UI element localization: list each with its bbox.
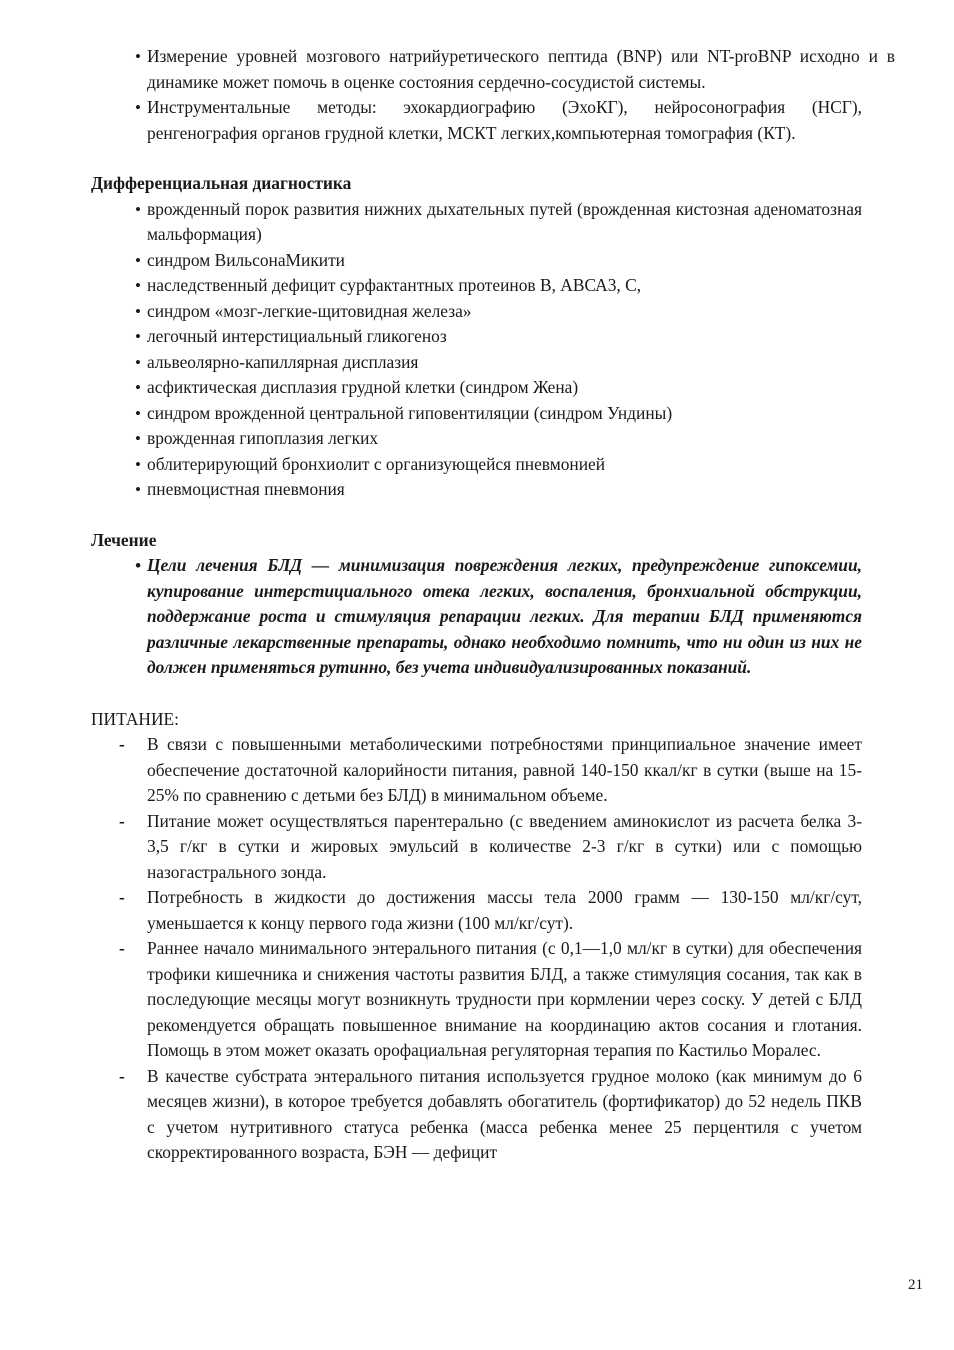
section-heading-differential: Дифференциальная диагностика bbox=[91, 173, 352, 193]
list-item: • альвеолярно-капиллярная дисплазия bbox=[91, 350, 862, 376]
list-item: • пневмоцистная пневмония bbox=[91, 477, 862, 503]
list-item: • синдром врожденной центральной гиповентиляции (синдром Ундины) bbox=[91, 401, 862, 427]
list-item: • Инструментальные методы: эхокардиографию (ЭхоКГ), нейросонография (НСГ), ренгенография органов грудной клетки, МСКТ легких,компьютерная томография (КТ). bbox=[91, 95, 862, 146]
list-item: - Потребность в жидкости до достижения массы тела 2000 грамм — 130-150 мл/кг/сут, уменьшается к концу первого года жизни (100 мл/кг/сут). bbox=[91, 885, 862, 936]
list-item: - Раннее начало минимального энтерального питания (с 0,1—1,0 мл/кг в сутки) для обеспечения трофики кишечника и снижения частоты развития БЛД, а также стимуляция сосания, так как в последующие месяцы могут возникнуть трудности при кормлении через соску. У детей с БЛД рекомендуется обращать повышенное внимание на координацию актов сосания и глотания. Помощь в этом может оказать орофациальная регуляторная терапия по Кастильо Моралес. bbox=[91, 936, 862, 1064]
list-item: • врожденный порок развития нижних дыхательных путей (врожденная кистозная аденоматозная мальформация) bbox=[91, 197, 862, 248]
list-item: • синдром ВильсонаМикити bbox=[91, 248, 862, 274]
treatment-list bbox=[91, 553, 862, 681]
list-item: • асфиктическая дисплазия грудной клетки (синдром Жена) bbox=[91, 375, 862, 401]
diagnostics-list bbox=[91, 44, 895, 146]
page-number: 21 bbox=[908, 1277, 923, 1293]
list-item: - В качестве субстрата энтерального питания используется грудное молоко (как минимум до 6 месяцев жизни), в которое требуется добавлять обогатитель (фортификатор) до 52 недель ПКВ с учетом нутритивного статуса ребенка (масса ребенка менее 25 перцентиля с учетом скорректированного возраста, БЭН — дефицит bbox=[91, 1064, 862, 1166]
list-item: - В связи с повышенными метаболическими потребностями принципиальное значение имеет обеспечение достаточной калорийности питания, равной 140-150 ккал/кг в сутки (выше на 15-25% по сравнению с детьми без БЛД) в минимальном объеме. bbox=[91, 732, 862, 809]
nutrition-list bbox=[91, 732, 862, 1166]
section-heading-treatment: Лечение bbox=[91, 529, 157, 550]
list-item: • наследственный дефицит сурфактантных протеинов В, АВСА3, С, bbox=[91, 273, 862, 299]
list-item: • синдром «мозг-легкие-щитовидная железа» bbox=[91, 299, 862, 325]
list-item: • легочный интерстициальный гликогеноз bbox=[91, 324, 862, 350]
list-item: - Питание может осуществляться парентерально (с введением аминокислот из расчета белка 3-3,5 г/кг в сутки и жировых эмульсий в количестве 2-3 г/кг в сутки) или с помощью назогастрального зонда. bbox=[91, 809, 862, 886]
list-item: • облитерирующий бронхиолит с организующейся пневмонией bbox=[91, 452, 862, 478]
differential-list bbox=[91, 197, 862, 503]
section-heading-nutrition: ПИТАНИЕ: bbox=[91, 708, 180, 729]
list-item: • врожденная гипоплазия легких bbox=[91, 426, 862, 452]
treatment-goal: • Цели лечения БЛД — минимизация повреждения легких, предупреждение гипоксемии, купирование интерстициального отека легких, воспаления, бронхиальной обструкции, поддержание роста и стимуляция репарации легких. Для терапии БЛД применяются различные лекарственные препараты, однако необходимо помнить, что ни один из них не должен применяться рутинно, без учета индивидуализированных показаний. bbox=[91, 553, 862, 681]
page-content bbox=[91, 44, 895, 1166]
list-item: • Измерение уровней мозгового натрийуретического пептида (BNP) или NT-proBNP исходно и в динамике может помочь в оценке состояния сердечно-сосудистой системы. bbox=[91, 44, 895, 95]
